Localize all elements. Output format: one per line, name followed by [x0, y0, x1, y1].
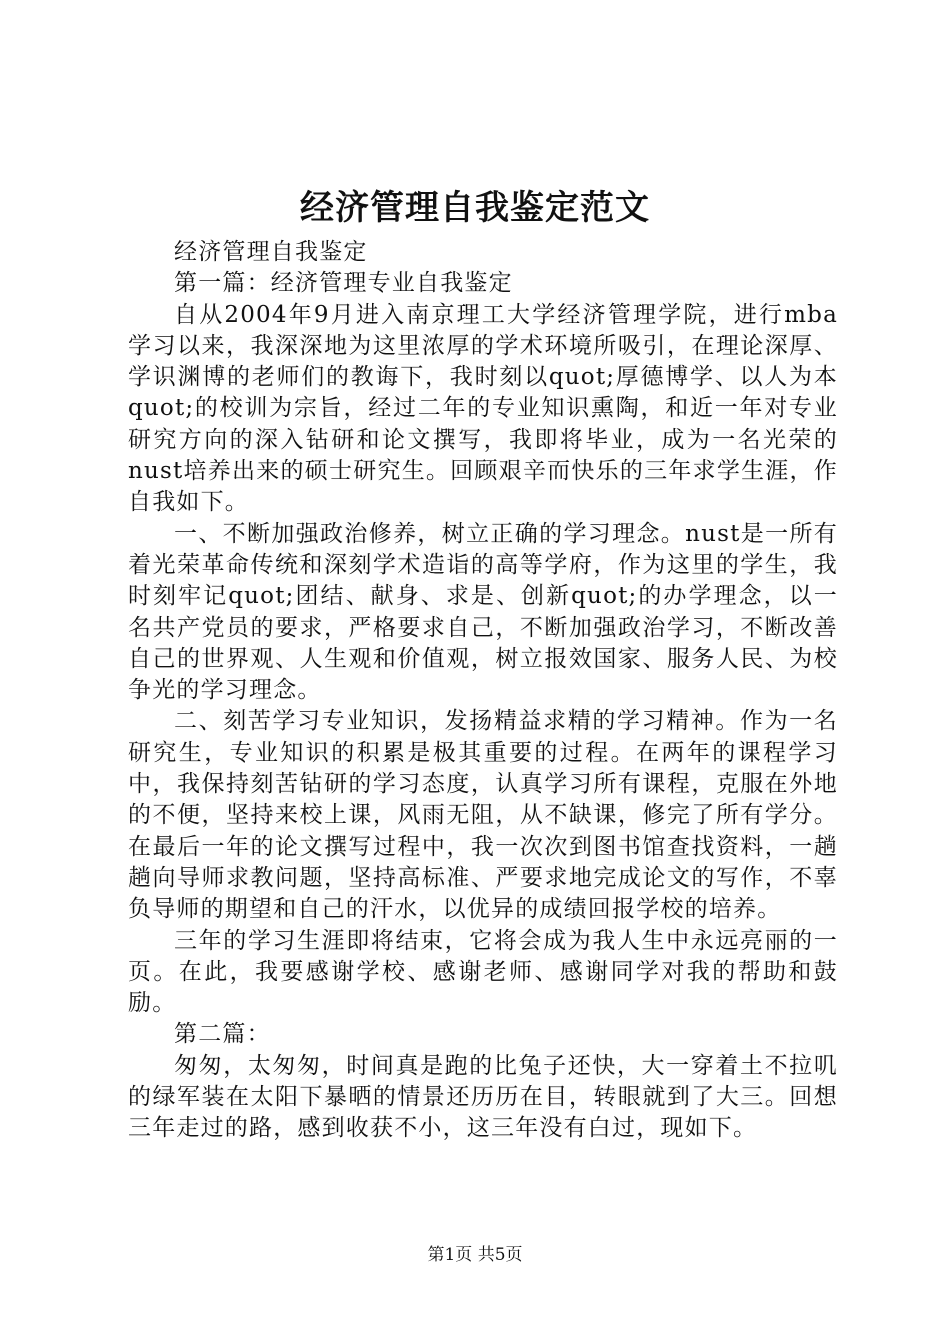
- section-heading-paragraph: 第一篇：经济管理专业自我鉴定: [174, 270, 513, 297]
- subtitle-paragraph: 经济管理自我鉴定: [174, 239, 368, 265]
- body-paragraph: 一、不断加强政治修养，树立正确的学习理念。nust是一所有着光荣革命传统和深刻学术造诣的高等学府，作为这里的学生，我时刻牢记quot;团结、献身、求是、创新quot;的办学理念，以一名共产党员的要求，严格要求自己，不断加强政治学习，不断改善自己的世界观、人生观和价值观，树立报效国家、服务人民、为校争光的学习理念。: [128, 520, 838, 704]
- body-paragraph: 二、刻苦学习专业知识，发扬精益求精的学习精神。作为一名研究生，专业知识的积累是极其重要的过程。在两年的课程学习中，我保持刻苦钻研的学习态度，认真学习所有课程，克服在外地的不便，坚持来校上课，风雨无阻，从不缺课，修完了所有学分。在最后一年的论文撰写过程中，我一次次到图书馆查找资料，一趟趟向导师求教问题，坚持高标准、严要求地完成论文的写作，不辜负导师的期望和自己的汗水，以优异的成绩回报学校的培养。: [128, 708, 838, 923]
- page-footer: 第1页 共5页: [427, 1245, 523, 1265]
- body-paragraph: 匆匆，太匆匆，时间真是跑的比兔子还快，大一穿着土不拉叽的绿军装在太阳下暴晒的情景还历历在目，转眼就到了大三。回想三年走过的路，感到收获不小，这三年没有白过，现如下。: [128, 1052, 838, 1142]
- document-body: [128, 237, 838, 1145]
- body-paragraph: 自从2004年9月进入南京理工大学经济管理学院，进行mba学习以来，我深深地为这里浓厚的学术环境所吸引，在理论深厚、学识渊博的老师们的教诲下，我时刻以quot;厚德博学、以人为本quot;的校训为宗旨，经过二年的专业知识熏陶，和近一年对专业研究方向的深入钻研和论文撰写，我即将毕业，成为一名光荣的nust培养出来的硕士研究生。回顾艰辛而快乐的三年求学生涯，作自我如下。: [128, 301, 838, 516]
- section-heading-paragraph: 第二篇：: [174, 1021, 271, 1048]
- body-paragraph: 三年的学习生涯即将结束，它将会成为我人生中永远亮丽的一页。在此，我要感谢学校、感谢老师、感谢同学对我的帮助和鼓励。: [128, 927, 838, 1017]
- document-title: 经济管理自我鉴定范文: [300, 188, 650, 228]
